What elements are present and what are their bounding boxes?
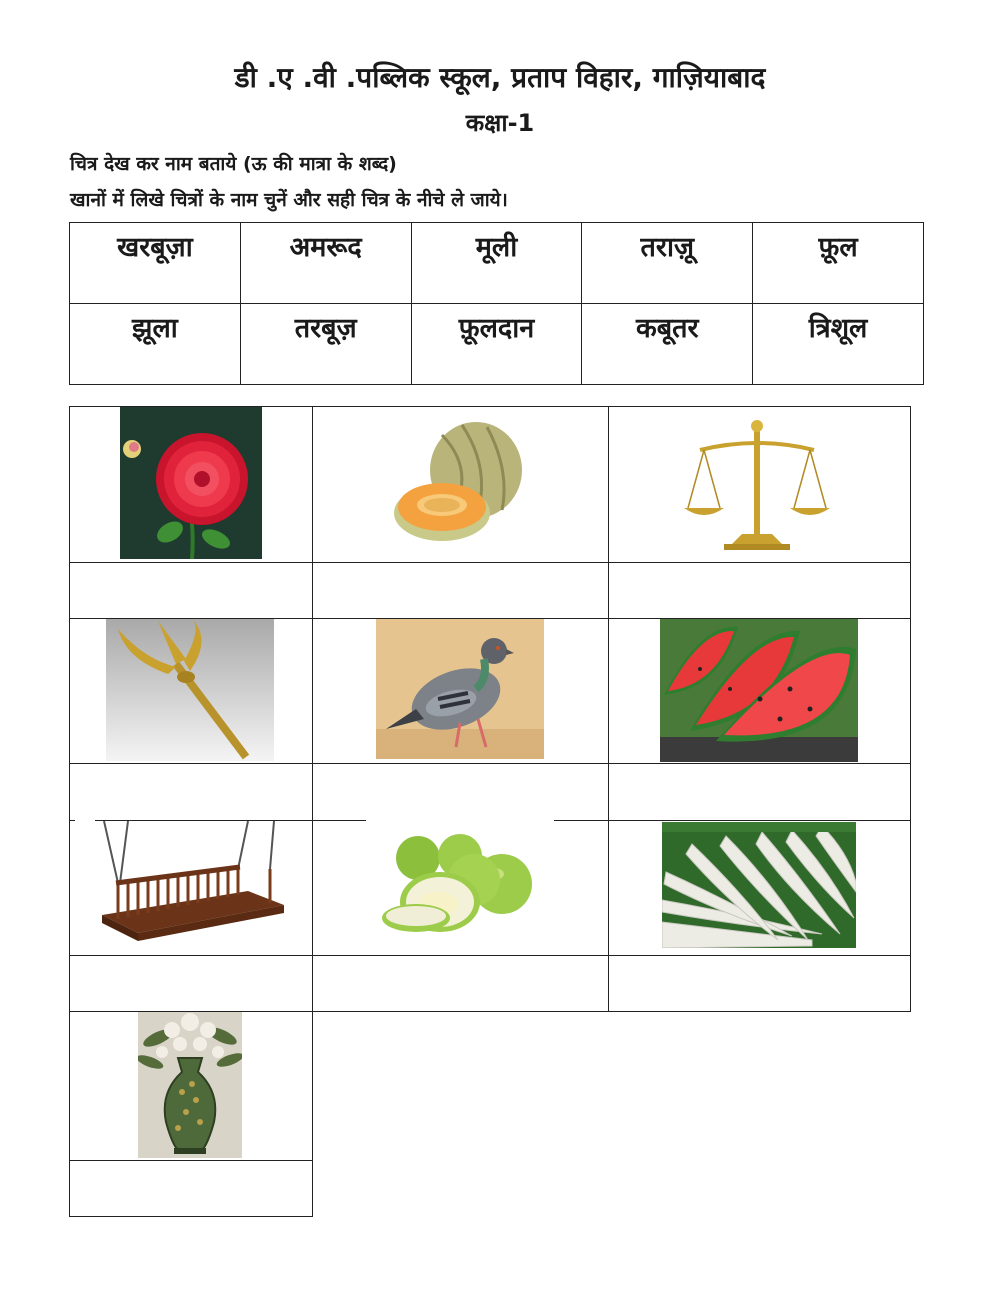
school-title: डी .ए .वी .पब्लिक स्कूल, प्रताप विहार, गाज़ियाबाद xyxy=(234,61,766,94)
answer-drop-box[interactable] xyxy=(69,562,313,619)
swing-image xyxy=(98,821,286,943)
answer-drop-box[interactable] xyxy=(608,763,911,821)
word-tile-phool[interactable]: फ़ूल xyxy=(753,223,924,304)
word-bank-row-1 xyxy=(70,223,924,304)
flower-vase-image xyxy=(138,1012,242,1158)
answer-drop-box[interactable] xyxy=(69,955,313,1012)
word-tile-mooli[interactable]: मूली xyxy=(411,223,582,304)
word-tile-amrood[interactable]: अमरूद xyxy=(240,223,411,304)
answer-drop-box[interactable] xyxy=(608,955,911,1012)
muskmelon-image xyxy=(392,415,526,543)
word-tile-jhoola[interactable]: झूला xyxy=(70,304,241,385)
watermelon-image xyxy=(660,619,858,762)
word-bank-table xyxy=(69,222,924,385)
word-tile-taraju[interactable]: तराज़ू xyxy=(582,223,753,304)
instruction-line-2: खानों में लिखे चित्रों के नाम चुनें और सही चित्र के नीचे ले जाये। xyxy=(70,189,508,211)
instruction-line-1: चित्र देख कर नाम बताये (ऊ की मात्रा के शब्द) xyxy=(70,153,397,175)
answer-drop-box[interactable] xyxy=(312,955,609,1012)
word-tile-trishool[interactable]: त्रिशूल xyxy=(753,304,924,385)
answer-drop-box[interactable] xyxy=(312,562,609,619)
answer-drop-box[interactable] xyxy=(69,763,313,821)
dahlia-flower-image xyxy=(120,407,262,559)
pigeon-image xyxy=(376,619,544,759)
word-tile-kabootar[interactable]: कबूतर xyxy=(582,304,753,385)
word-tile-kharbuza[interactable]: खरबूज़ा xyxy=(70,223,241,304)
weighing-scale-image xyxy=(682,418,832,554)
word-tile-phooldaan[interactable]: फ़ूलदान xyxy=(411,304,582,385)
radish-image xyxy=(662,822,856,948)
answer-drop-box[interactable] xyxy=(69,1160,313,1217)
word-bank-row-2 xyxy=(70,304,924,385)
guava-image xyxy=(378,832,538,934)
answer-drop-box[interactable] xyxy=(608,562,911,619)
answer-drop-box[interactable] xyxy=(312,763,609,821)
trident-image xyxy=(106,619,274,761)
word-tile-tarbooj[interactable]: तरबूज़ xyxy=(240,304,411,385)
class-label: कक्षा-1 xyxy=(465,109,535,137)
